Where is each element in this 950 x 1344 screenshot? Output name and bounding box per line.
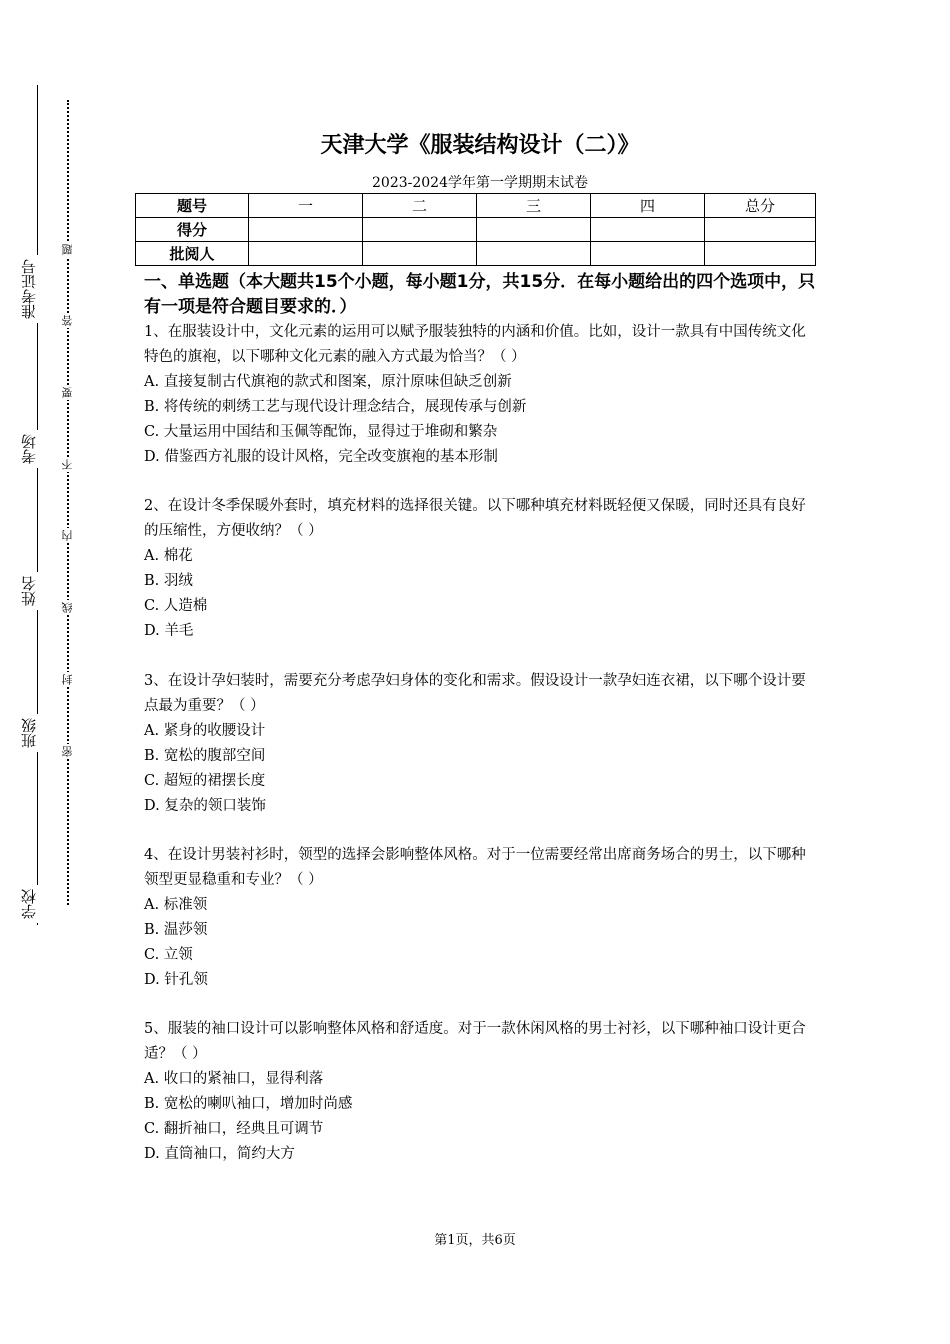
question-stem: 5、服装的袖口设计可以影响整体风格和舒适度。对于一款休闲风格的男士衬衫，以下哪种袖口设计更合适？（ ）	[144, 1021, 806, 1062]
score-table-row	[136, 218, 816, 242]
score-input-cell	[477, 218, 591, 242]
option-c: C. 立领	[144, 947, 193, 963]
option-c: C. 翻折袖口，经典且可调节	[144, 1121, 324, 1137]
reviewer-label-cell: 批阅人	[136, 242, 249, 266]
seal-char: 答	[61, 315, 74, 326]
page-number: 第1页，共6页	[434, 1233, 516, 1248]
option-a: A. 紧身的收腰设计	[144, 723, 266, 739]
seal-char: 题	[61, 244, 74, 255]
question-4	[144, 843, 816, 993]
score-input-cell	[363, 218, 477, 242]
score-cell: 三	[477, 194, 591, 218]
score-cell: 二	[363, 194, 477, 218]
question-stem: 2、在设计冬季保暖外套时，填充材料的选择很关键。以下哪种填充材料既轻便又保暖，同时还具有良好的压缩性，方便收纳？（ ）	[144, 498, 806, 539]
score-cell: 总分	[705, 194, 816, 218]
score-input-cell	[249, 218, 363, 242]
seal-char: 要	[61, 387, 74, 398]
question-stem: 3、在设计孕妇装时，需要充分考虑孕妇身体的变化和需求。假设设计一款孕妇连衣裙，以下哪个设计要点最为重要？（ ）	[144, 673, 806, 714]
exam-title: 天津大学《服装结构设计（二）》	[320, 133, 640, 158]
reviewer-input-cell	[705, 242, 816, 266]
question-5	[144, 1017, 816, 1167]
option-d: D. 复杂的领口装饰	[144, 798, 266, 814]
question-stem: 4、在设计男装衬衫时，领型的选择会影响整体风格。对于一位需要经常出席商务场合的男士，以下哪种领型更显稳重和专业？（ ）	[144, 847, 806, 888]
option-d: D. 针孔领	[144, 972, 208, 988]
option-a: A. 棉花	[144, 548, 193, 564]
option-d: D. 羊毛	[144, 623, 194, 639]
question-stem: 1、在服装设计中，文化元素的运用可以赋予服装独特的内涵和价值。比如，设计一款具有中国传统文化特色的旗袍，以下哪种文化元素的融入方式最为恰当？（ ）	[144, 324, 806, 365]
reviewer-input-cell	[363, 242, 477, 266]
question-2	[144, 494, 816, 644]
reviewer-table-row	[136, 242, 816, 266]
binding-margin	[0, 0, 110, 1000]
reviewer-input-cell	[249, 242, 363, 266]
question-1	[144, 320, 816, 470]
option-a: A. 标准领	[144, 897, 208, 913]
option-b: B. 将传统的刺绣工艺与现代设计理念结合，展现传承与创新	[144, 399, 527, 415]
option-c: C. 超短的裙摆长度	[144, 773, 266, 789]
exam-room-label: 考场	[18, 430, 46, 468]
binding-line	[37, 85, 38, 925]
option-a: A. 收口的紧袖口，显得利落	[144, 1071, 324, 1087]
seal-char: 密	[61, 746, 74, 757]
option-c: C. 大量运用中国结和玉佩等配饰，显得过于堆砌和繁杂	[144, 424, 498, 440]
option-d: D. 借鉴西方礼服的设计风格，完全改变旗袍的基本形制	[144, 449, 498, 465]
option-b: B. 宽松的喇叭袖口，增加时尚感	[144, 1096, 353, 1112]
score-table	[135, 193, 816, 266]
option-b: B. 温莎领	[144, 922, 208, 938]
option-b: B. 羽绒	[144, 573, 193, 589]
option-d: D. 直筒袖口，简约大方	[144, 1146, 295, 1162]
reviewer-input-cell	[477, 242, 591, 266]
score-label-cell: 得分	[136, 218, 249, 242]
section-heading: 一、单选题（本大题共15个小题，每小题1分，共15分．在每小题给出的四个选项中，只有一项是符合题目要求的．）	[144, 272, 816, 317]
option-b: B. 宽松的腹部空间	[144, 748, 266, 764]
score-table-header-row	[136, 194, 816, 218]
score-cell: 题号	[136, 194, 249, 218]
score-input-cell	[591, 218, 705, 242]
name-label: 姓名	[18, 572, 46, 610]
option-a: A. 直接复制古代旗袍的款式和图案，原汁原味但缺乏创新	[144, 374, 512, 390]
seal-dotted-line	[67, 100, 69, 905]
seal-char: 线	[61, 602, 74, 613]
seal-char: 内	[61, 530, 74, 541]
score-cell: 四	[591, 194, 705, 218]
class-label: 班级	[18, 714, 46, 752]
question-3	[144, 669, 816, 819]
seal-char: 封	[61, 674, 74, 685]
school-label: 学校	[18, 885, 46, 923]
seal-char: 不	[61, 459, 74, 470]
reviewer-input-cell	[591, 242, 705, 266]
score-cell: 一	[249, 194, 363, 218]
exam-subtitle: 2023-2024学年第一学期期末试卷	[372, 175, 588, 191]
score-input-cell	[705, 218, 816, 242]
exam-number-label: 准考证号	[18, 255, 46, 323]
option-c: C. 人造棉	[144, 598, 208, 614]
